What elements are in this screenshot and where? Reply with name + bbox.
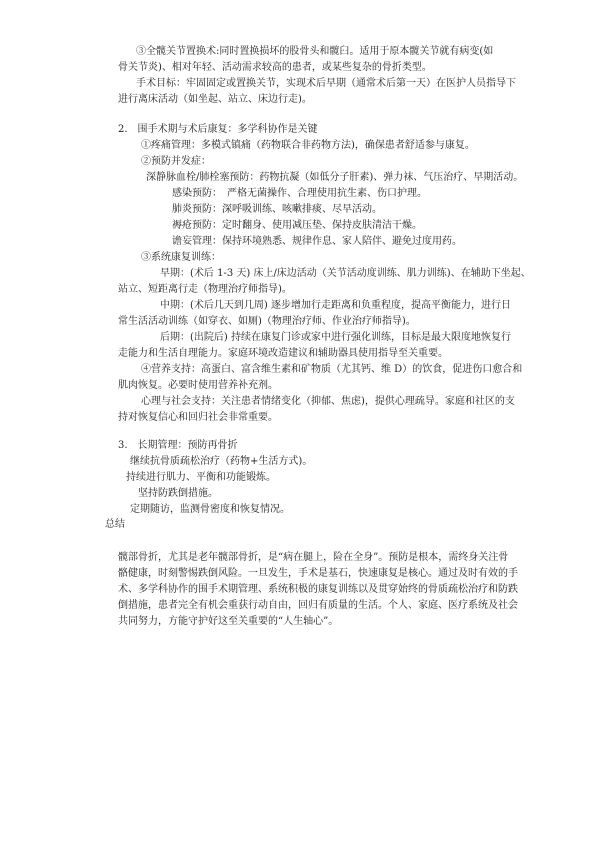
summary-heading: 总结 <box>105 519 125 530</box>
paragraph-line: 定期随访，监测骨密度和恢复情况。 <box>130 504 290 515</box>
paragraph-line: 共同努力，方能守护好这至关重要的“人生轴心”。 <box>118 616 339 627</box>
paragraph-line: 继续抗骨质疏松治疗（药物+生活方式)。 <box>130 456 313 467</box>
paragraph-line: 站立、短距离行走（物理治疗师指导)。 <box>118 284 292 295</box>
paragraph-line: 褥疮预防：定时翻身、使用减压垫、保持皮肤清洁干燥。 <box>172 220 422 231</box>
section-heading: 3. 长期管理：预防再骨折 <box>118 440 238 451</box>
paragraph-line: 髋部骨折，尤其是老年髋部骨折，是“病在腿上，险在全身”。预防是根本，需终身关注骨 <box>118 552 509 563</box>
paragraph-line: ③全髋关节置换术:同时置换损坏的股骨头和髋臼。适用于原本髋关节就有病变(如 <box>136 46 494 57</box>
paragraph-line: 心理与社会支持：关注患者情绪变化（抑郁、焦虑)，提供心理疏导。家庭和社区的支 <box>141 396 515 407</box>
paragraph-line: ①疼痛管理：多模式镇痛（药物联合非药物方法)，确保患者舒适参与康复。 <box>141 140 475 151</box>
paragraph-line: 深静脉血栓/肺栓塞预防：药物抗凝（如低分子肝素)、弹力袜、气压治疗、早期活动。 <box>146 172 524 183</box>
paragraph-line: 肌肉恢复。必要时使用营养补充剂。 <box>118 380 278 391</box>
paragraph-line: ②预防并发症： <box>141 156 211 167</box>
paragraph-line: 感染预防： 严格无菌操作、合理使用抗生素、伤口护理。 <box>172 188 427 199</box>
paragraph-line: 肺炎预防：深呼吸训练、咳嗽排痰、尽早活动。 <box>172 204 382 215</box>
paragraph-line: 手术目标：牢固固定或置换关节，实现术后早期（通常术后第一天）在医护人员指导下 <box>136 78 516 89</box>
paragraph-line: ④营养支持：高蛋白、富含维生素和矿物质（尤其钙、维 D）的饮食，促进伤口愈合和 <box>141 364 523 375</box>
paragraph-line: 术、多学科协作的围手术期管理、系统积极的康复训练以及贯穿始终的骨质疏松治疗和防跌 <box>118 584 518 595</box>
paragraph-line: 持对恢复信心和回归社会非常重要。 <box>118 412 278 423</box>
paragraph-line: 持续进行肌力、平衡和功能锻炼。 <box>126 472 276 483</box>
paragraph-line: 早期：(术后 1-3 天) 床上/床边活动（关节活动度训练、肌力训练)、在辅助下坐起、 <box>160 268 531 279</box>
paragraph-line: 倒措施，患者完全有机会重获行动自由，回归有质量的生活。个人、家庭、医疗系统及社会 <box>118 600 518 611</box>
paragraph-line: 走能力和生活自理能力。家庭环境改造建议和辅助器具使用指导至关重要。 <box>118 348 448 359</box>
paragraph-line: 中期：(术后几天到几周) 逐步增加行走距离和负重程度，提高平衡能力，进行日 <box>160 300 511 311</box>
section-heading: 2. 围手术期与术后康复：多学科协作是关键 <box>118 124 318 135</box>
paragraph-line: 骨关节炎)、相对年轻、活动需求较高的患者，或某些复杂的骨折类型。 <box>118 62 432 73</box>
paragraph-line: 常生活活动训练（如穿衣、如厕)（物理治疗师、作业治疗师指导)。 <box>118 316 416 327</box>
paragraph-line: 坚持防跌倒措施。 <box>138 488 218 499</box>
paragraph-line: 谵妄管理：保持环境熟悉、规律作息、家人陪伴、避免过度用药。 <box>172 236 462 247</box>
paragraph-line: 后期：(出院后) 持续在康复门诊或家中进行强化训练，目标是最大限度地恢复行 <box>160 332 511 343</box>
paragraph-line: ③系统康复训练： <box>141 252 221 263</box>
paragraph-line: 进行离床活动（如坐起、站立、床边行走)。 <box>118 94 312 105</box>
paragraph-line: 骼健康，时刻警惕跌倒风险。一旦发生，手术是基石，快速康复是核心。通过及时有效的手 <box>118 568 518 579</box>
